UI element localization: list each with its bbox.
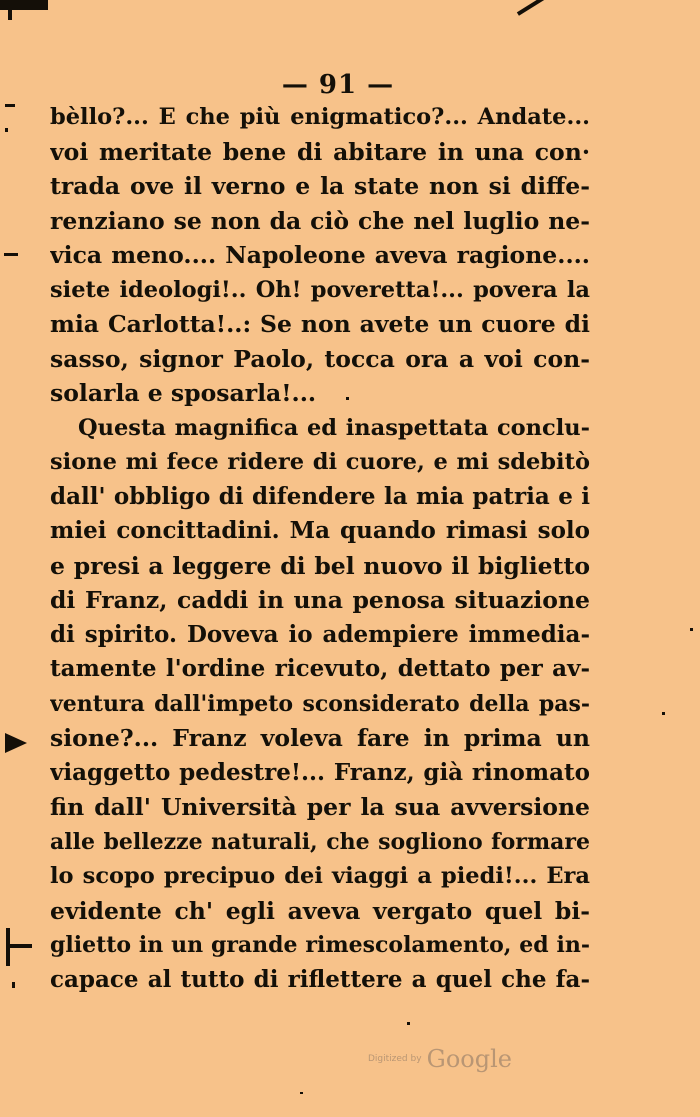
text-line: viaggetto pedestre!... Franz, già rinomato	[50, 758, 590, 786]
text-line: siete ideologi!.. Oh! poveretta!... povera la	[50, 276, 590, 303]
text-line: mia Carlotta!..: Se non avete un cuore di	[50, 310, 590, 338]
scan-mark-left-arrow	[5, 733, 27, 753]
text-line: glietto in un grande rimescolamento, ed in-	[50, 932, 590, 958]
text-line: alle bellezze naturali, che sogliono formare	[50, 828, 590, 855]
text-line: Questa magnifica ed inaspettata conclu-	[78, 414, 590, 441]
text-line: bèllo?... E che più enigmatico?... Andate...	[50, 104, 590, 130]
text-line: di spirito. Doveva io adempiere immedia-	[50, 620, 590, 648]
scan-mark-left-2	[5, 128, 8, 132]
text-line: ventura dall'impeto sconsiderato della pas-	[50, 690, 590, 717]
page-number: — 91 —	[281, 70, 395, 100]
text-line: e presi a leggere di bel nuovo il biglietto	[50, 551, 590, 580]
digitized-by-google-watermark	[368, 1045, 512, 1073]
text-line: tamente l'ordine ricevuto, dettato per av-	[50, 655, 590, 682]
scan-dot-right-2	[662, 712, 665, 715]
text-line: sione mi fece ridere di cuore, e mi sdebitò	[50, 449, 590, 475]
body-text	[50, 100, 590, 997]
text-line: solarla e sposarla!...	[50, 379, 317, 407]
scan-mark-left-1	[5, 104, 15, 107]
text-line: evidente ch' egli aveva vergato quel bi-	[50, 896, 590, 925]
text-line: renziano se non da ciò che nel luglio ne-	[50, 206, 590, 235]
text-line: sione?... Franz voleva fare in prima un	[50, 724, 590, 752]
text-line: dall' obbligo di difendere la mia patria e i	[50, 482, 590, 510]
watermark-brand: Google	[426, 1045, 512, 1073]
watermark-prefix: Digitized by	[368, 1054, 422, 1064]
text-line: miei concittadini. Ma quando rimasi solo	[50, 517, 590, 544]
scan-dot-bottom-2	[300, 1092, 303, 1094]
text-line: fin dall' Università per la sua avversione	[50, 793, 590, 821]
scan-mark-top-right	[517, 0, 551, 16]
scan-dot-bottom-1	[407, 1022, 410, 1025]
scan-mark-left-6	[12, 982, 15, 988]
scan-mark-left-5	[6, 944, 32, 948]
scan-dot-right-1	[690, 628, 693, 631]
text-line: capace al tutto di riflettere a quel che fa-	[50, 965, 590, 993]
text-line: vica meno.... Napoleone aveva ragione....	[50, 241, 590, 269]
text-line: di Franz, caddi in una penosa situazione	[50, 586, 590, 614]
scan-mark-left-3	[4, 253, 18, 256]
text-line: voi meritate bene di abitare in una con·	[50, 137, 590, 166]
scan-mark-top-left-tail	[8, 8, 12, 20]
text-line: sasso, signor Paolo, tocca ora a voi con-	[50, 344, 590, 373]
text-line: trada ove il verno e la state non si diffe-	[50, 172, 590, 200]
text-line: lo scopo precipuo dei viaggi a piedi!... Era	[50, 863, 590, 889]
